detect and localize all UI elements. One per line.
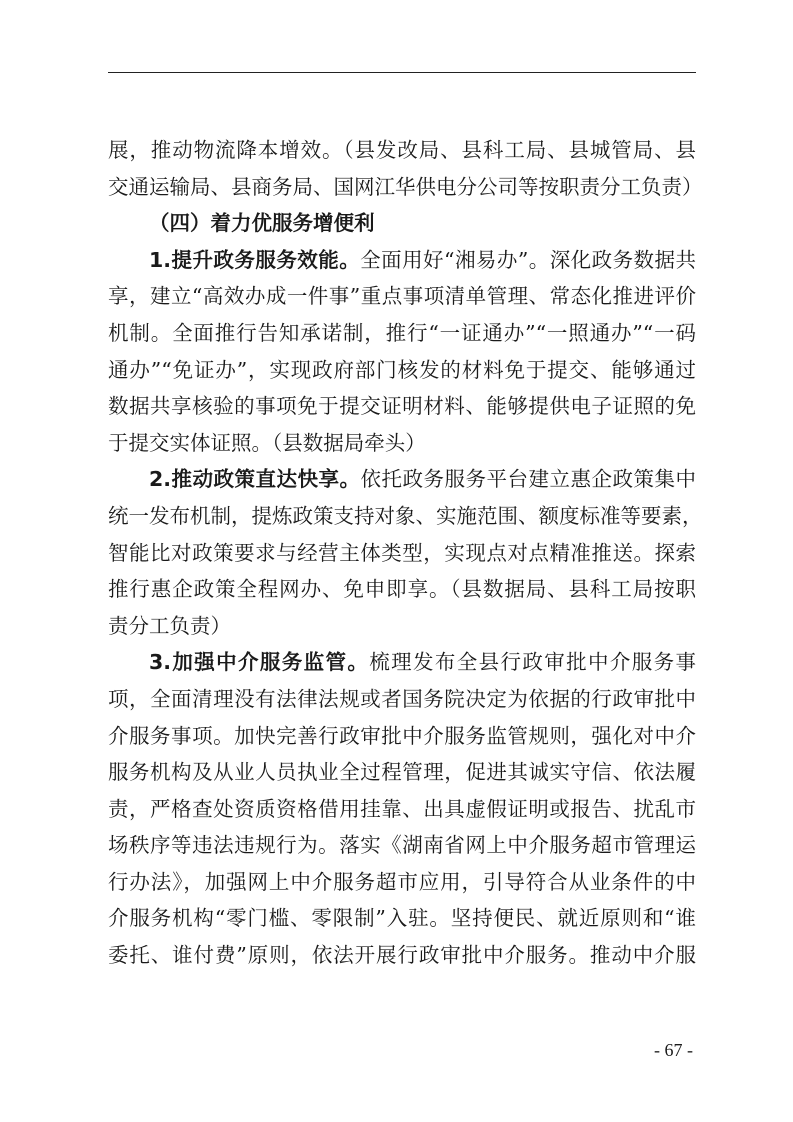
- text-line: 交通运输局、县商务局、国网江华供电分公司等按职责分工负责）: [108, 174, 703, 199]
- text-line: 智能比对政策要求与经营主体类型，实现点对点精准推送。探索: [108, 540, 696, 565]
- section-heading: （四）着力优服务增便利: [149, 211, 375, 236]
- item-text: 梳理发布全县行政审批中介服务事: [369, 650, 696, 675]
- text-line: 统一发布机制，提炼政策支持对象、实施范围、额度标准等要素，: [108, 503, 703, 528]
- text-line: 项，全面清理没有法律法规或者国务院决定为依据的行政审批中: [108, 686, 696, 711]
- text-line: 服务机构及从业人员执业全过程管理，促进其诚实守信、依法履: [108, 760, 696, 785]
- text-line: 介服务机构“零门槛、零限制”入驻。坚持便民、就近原则和“谁: [108, 906, 696, 931]
- text-line: 行办法》，加强网上中介服务超市应用，引导符合从业条件的中: [108, 869, 696, 894]
- page-number: - 67 -: [654, 1040, 693, 1060]
- paragraph-first-line: [108, 242, 696, 279]
- text-line: 展，推动物流降本增效。（县发改局、县科工局、县城管局、县: [108, 138, 696, 162]
- document-body: [108, 132, 703, 974]
- text-line: 推行惠企政策全程网办、免申即享。（县数据局、县科工局按职: [108, 577, 696, 602]
- text-line: 于提交实体证照。（县数据局牵头）: [108, 430, 426, 455]
- item-title: 2.推动政策直达快享。: [149, 467, 361, 492]
- text-line: 介服务事项。加快完善行政审批中介服务监管规则，强化对中介: [108, 723, 696, 748]
- text-line: 委托、谁付费”原则，依法开展行政审批中介服务。推动中介服: [108, 943, 696, 968]
- text-line: 责分工负责）: [108, 613, 231, 638]
- text-line: 通办”“免证办”，实现政府部门核发的材料免于提交、能够通过: [108, 357, 696, 382]
- text-line: 享，建立“高效办成一件事”重点事项清单管理、常态化推进评价: [108, 284, 696, 309]
- text-line: 机制。全面推行告知承诺制，推行“一证通办”“一照通办”“一码: [108, 320, 696, 345]
- text-line: 责，严格查处资质资格借用挂靠、出具虚假证明或报告、扰乱市: [108, 796, 696, 821]
- item-text: 全面用好“湘易办”。深化政务数据共: [360, 247, 696, 272]
- paragraph-first-line: [108, 644, 696, 681]
- item-title: 1.提升政务服务效能。: [149, 247, 361, 272]
- item-title: 3.加强中介服务监管。: [149, 650, 370, 675]
- item-text: 依托政务服务平台建立惠企政策集中: [360, 467, 696, 492]
- header-rule: [108, 72, 696, 73]
- text-line: 场秩序等违法违规行为。落实《湖南省网上中介服务超市管理运: [108, 833, 696, 858]
- paragraph-first-line: [108, 461, 696, 498]
- text-line: 数据共享核验的事项免于提交证明材料、能够提供电子证照的免: [108, 394, 696, 419]
